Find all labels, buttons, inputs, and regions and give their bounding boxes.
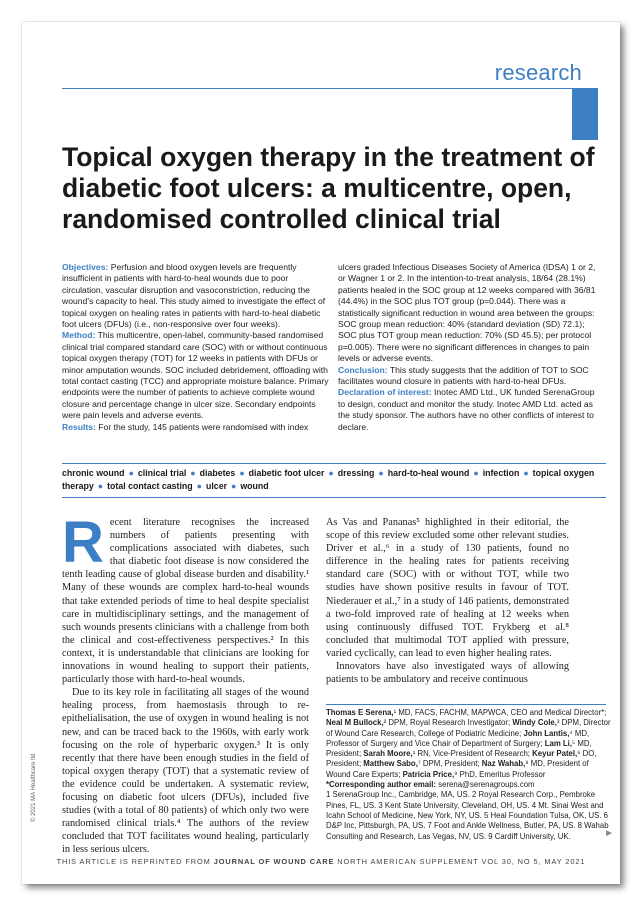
keyword: clinical trial: [137, 468, 187, 478]
next-page-arrow-icon: ►: [604, 828, 614, 839]
objectives-label: Objectives:: [62, 262, 109, 272]
author-role: ⁶ DO, President;: [326, 749, 597, 769]
keyword-separator-icon: ●: [523, 468, 529, 478]
keywords-bottom-rule: [62, 497, 606, 498]
conclusion-text: This study suggests that the addition of TOT to SOC facilitates wound closure in patients with hard-to-heal DFUs.: [338, 364, 589, 387]
keyword-separator-icon: ●: [378, 468, 384, 478]
author-role: ⁴ MD, Professor of Surgery and Vice Chair of Department of Surgery;: [326, 728, 590, 748]
abstract-right-column: [338, 262, 604, 433]
keyword: total contact casting: [107, 481, 193, 491]
keyword-separator-icon: ●: [190, 468, 196, 478]
declaration-text: Inotec AMD Ltd., UK funded SerenaGroup to design, conduct and monitor the study. Inotec AMD Ltd. acted as the study sponsor. The authors have no other conflicts of interest to declare.: [338, 387, 595, 432]
keyword: hard-to-heal wound: [387, 468, 470, 478]
section-color-block: [572, 88, 598, 140]
author-name: Matthew Sabo,: [363, 759, 418, 769]
keyword-separator-icon: ●: [231, 481, 237, 491]
author-role: ⁹ PhD, Emeritus Professor: [454, 769, 546, 779]
section-rule: [62, 88, 592, 89]
body-paragraph: Innovators have also investigated ways of allowing patients to be ambulatory and receive continuous: [326, 661, 569, 686]
results-label: Results:: [62, 421, 96, 432]
institution-list: 1 SerenaGroup Inc., Cambridge, MA, US. 2 Royal Research Corp., Pembroke Pines, FL, US. 3 Kent State University, Cleveland, OH, US. 4 Mt. Sinai West and Icahn School of Medicine, New York, NY, US. 5 Heal Foundation Tulsa, OK, US. 6 D&P Inc, Pittsburgh, PA, US. 7 Foot and Ankle Wellness, Butler, PA, US. 8 Wahab Consulting and Research, Las Vegas, NV, US. 9 Cardiff University, UK.: [326, 790, 609, 841]
author-role: ⁵ MD, President;: [326, 738, 592, 759]
author-name: Thomas E Serena,: [326, 708, 394, 717]
page-footer: [22, 857, 620, 866]
author-role: ⁷ DPM, President;: [417, 759, 482, 769]
keywords-list: [62, 467, 604, 493]
affiliations-rule: [326, 704, 606, 705]
author-name: Windy Cole,: [512, 718, 557, 728]
side-copyright: © 2021 MA Healthcare ltd: [31, 753, 37, 822]
results-text-continued: ulcers graded Infectious Diseases Society of America (IDSA) 1 or 2, or Wagner 1 or 2. In the intention-to-treat analysis, 18/64 (28.1%) patients healed in the SOC group at 12 weeks compared with 36/81 (44.4%) in the SOC plus TOT group (p=0.044). There was a statistically significant reduction in wound area between the groups: SOC group mean reduction: 40% (standard deviation (SD) 72.1); SOC plus TOT group mean reduction: 70% (SD 45.5); per protocol p=0.005). There were no significant differences in changes to pain levels or adverse events.: [338, 262, 596, 364]
method-text: This multicentre, open-label, community-based randomised clinical trial compared standard care (SOC) with or without continuous topical oxygen therapy (TOT) for 12 weeks in patients with DFUs or minor amputation wounds. SOC included debridement, offloading with total contact casting (TCC) and appropriate moisture balance. Primary endpoints were the number of patients to achieve complete wound closure and percentage change in ulcer size. Secondary endpoints were pain levels and adverse events.: [62, 330, 329, 421]
keyword-separator-icon: ●: [196, 481, 202, 491]
keyword: infection: [482, 468, 520, 478]
keyword-separator-icon: ●: [239, 468, 245, 478]
keyword-separator-icon: ●: [328, 468, 334, 478]
author-name: Neal M Bullock,: [326, 718, 384, 728]
author-role: ¹ MD, FACS, FACHM, MAPWCA, CEO and Medical Director*;: [393, 708, 607, 717]
body-column-2: [326, 516, 569, 686]
conclusion-label: Conclusion:: [338, 364, 388, 375]
body-paragraph: As Vas and Pananas⁵ highlighted in their editorial, the scope of this review excluded some other relevant studies. Driver et al.,⁶ in a study of 130 patients, found no difference in the healing rates for patients receiving standard care (SOC) with or without TOT, while two studies have shown positive results in favour of TOT. Niederauer et al.,⁷ in a study of 146 patients, demonstrated a two-fold improved rate of healing at 12 weeks when using continuously diffused TOT. Frykberg et al.⁸ concluded that multimodal TOT applied with pressure, varied cyclically, can lead to even higher healing rates.: [326, 517, 569, 659]
author-role: ² DPM, Royal Research Investigator;: [383, 718, 513, 728]
keyword-separator-icon: ●: [473, 468, 479, 478]
author-role: ⁸ MD, President of Wound Care Experts;: [326, 759, 589, 779]
keyword: diabetes: [199, 468, 236, 478]
keyword: dressing: [337, 468, 375, 478]
author-role: ¹ RN, Vice-President of Research;: [412, 749, 533, 759]
corresponding-email[interactable]: serena@serenagroups.com: [438, 780, 535, 790]
author-name: Patricia Price,: [402, 769, 455, 779]
author-name: John Lantis,: [523, 728, 570, 738]
keyword: topical oxygen therapy: [62, 468, 595, 491]
keywords-top-rule: [62, 463, 606, 464]
keyword-separator-icon: ●: [97, 481, 104, 491]
keyword: wound: [240, 481, 269, 491]
drop-cap: R: [62, 510, 104, 575]
author-name: Naz Wahab,: [481, 759, 526, 769]
keyword: diabetic foot ulcer: [248, 468, 325, 478]
objectives-text: Perfusion and blood oxygen levels are frequently insufficient in patients with hard-to-heal wounds due to poor circulation, vascular disruption and vasoconstriction, reducing the wound's capacity to heal. This study aimed to investigate the effect of topical oxygen on healing rates in patients with hard-to-heal diabetic foot ulcers (DFUs) (i.e., non-responsive over four weeks).: [62, 262, 326, 330]
author-name: Keyur Patel,: [532, 749, 578, 759]
body-paragraph: Due to its key role in facilitating all stages of the wound healing process, from haemostasis through to re-epithelialisation, the use of oxygen in wound healing is not new, and can be traced back to the 1960s, with early work focusing on the role of hyperbaric oxygen.³ It is only recently that there have been enough studies in the field of topical oxygen therapy (TOT) that a systematic review of the evidence could be undertaken. A systematic review, focusing on diabetic foot ulcers (DFUs), included five studies (with a total of 80 patients) of which only two were randomised clinical trials.⁴ The authors of the review concluded that TOT facilitates wound healing, particularly in less serious ulcers.: [62, 687, 309, 856]
body-column-1: [62, 510, 309, 856]
author-role: ³ DPM, Director of Wound Care Research, College of Podiatric Medicine;: [326, 718, 611, 738]
footer-suffix: NORTH AMERICAN SUPPLEMENT VOL 30, NO 5, MAY 2021: [337, 857, 586, 866]
body-paragraph: ecent literature recognises the increased numbers of patients presenting with complications associated with diabetes, such that diabetic foot disease is now considered the tenth leading cause of global disease burden and disability.¹ Many of these wounds are complex hard-to-heal wounds that take extended periods of time to heal despite specialist care in multidisciplinary settings, and the management of such wounds presents clinicians with a challenge from both the clinical and cost-effectiveness perspectives.² In this context, it is understandable that clinicians are looking for innovations in wound healing to support their patients, particularly those with hard-to-heal wounds.: [62, 517, 309, 686]
abstract-left-column: [62, 262, 330, 433]
author-name: Lam Li,: [544, 738, 573, 748]
declaration-label: Declaration of interest:: [338, 387, 432, 398]
section-label: research: [494, 60, 582, 85]
footer-journal: JOURNAL OF WOUND CARE: [213, 857, 335, 866]
corresponding-label: *Corresponding author email:: [326, 780, 437, 790]
keyword: ulcer: [205, 481, 228, 491]
author-affiliations: [326, 708, 612, 842]
author-name: Sarah Moore,: [363, 749, 413, 759]
article-title: Topical oxygen therapy in the treatment of diabetic foot ulcers: a multicentre, open, randomised controlled clinical trial: [62, 141, 595, 234]
article-page: [22, 22, 620, 884]
keyword-separator-icon: ●: [128, 468, 134, 478]
footer-prefix: THIS ARTICLE IS REPRINTED FROM: [56, 857, 211, 866]
results-text-start: For the study, 145 patients were randomised with index: [98, 421, 309, 432]
keyword: chronic wound: [62, 468, 125, 478]
method-label: Method:: [62, 330, 96, 341]
author-list: [326, 708, 612, 780]
